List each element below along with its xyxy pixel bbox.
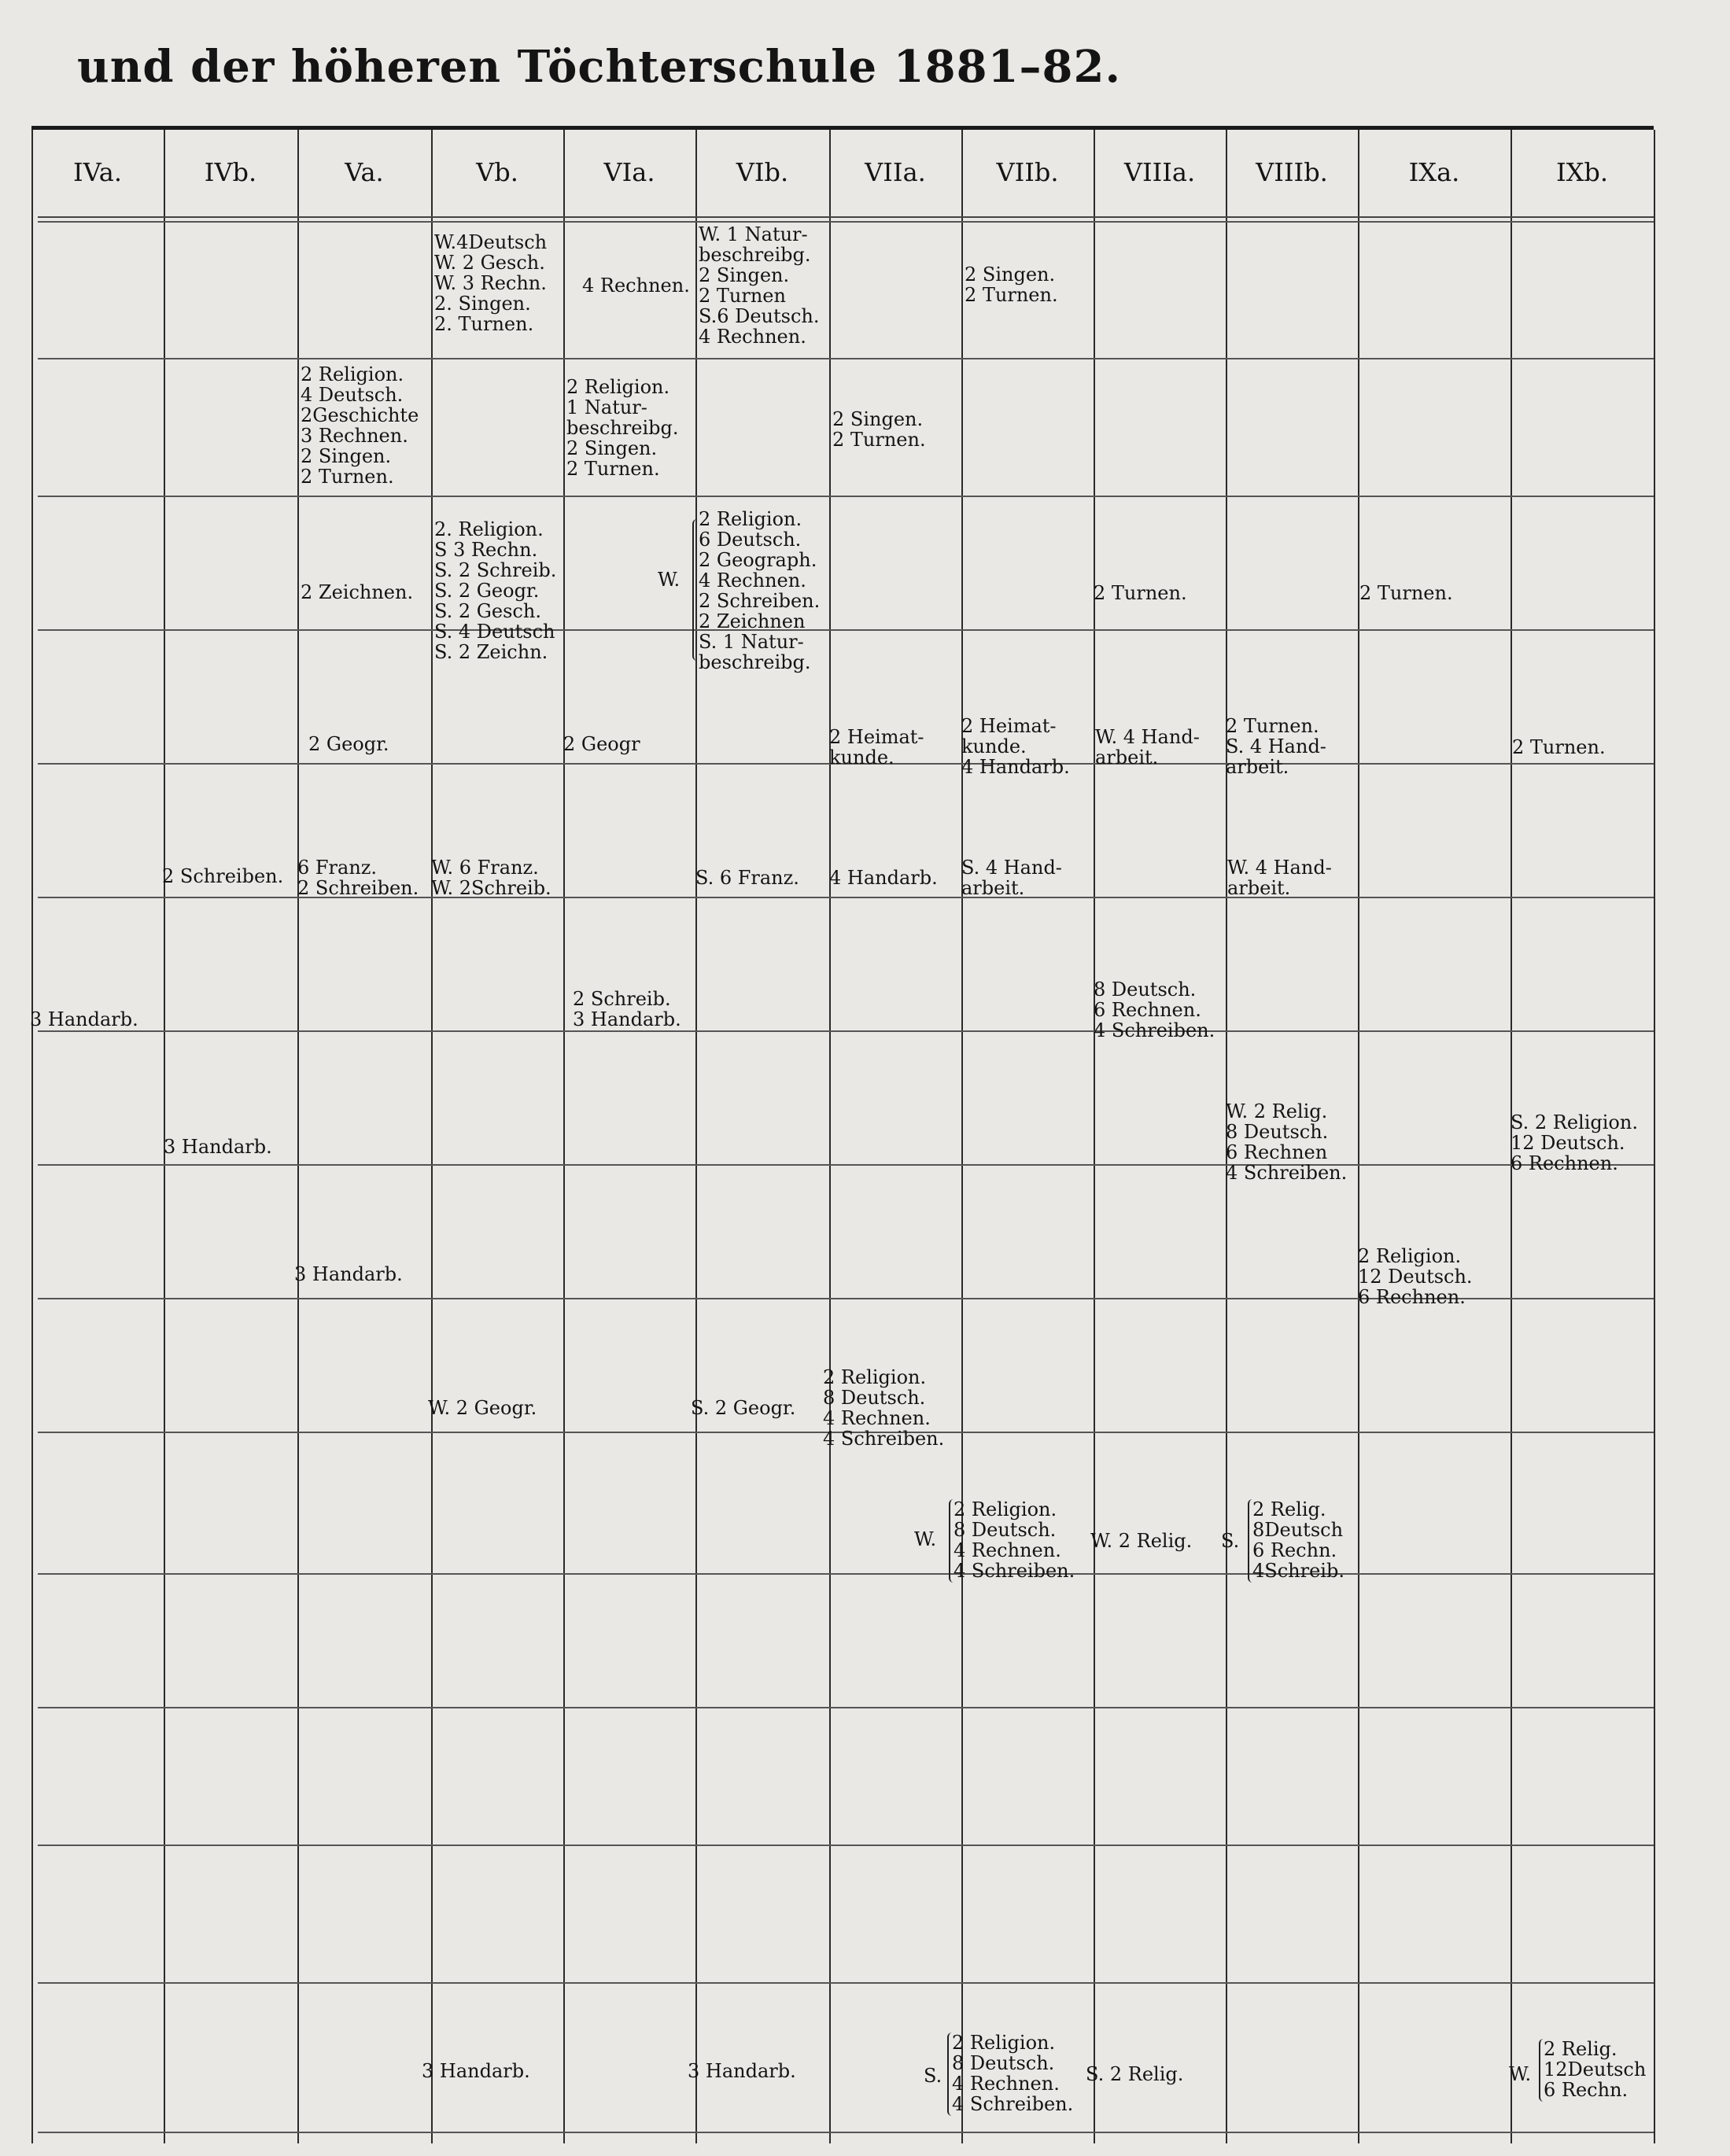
cell-line: 4 Schreiben. xyxy=(823,1428,945,1450)
cell-line: W. 2 Relig. xyxy=(1226,1100,1328,1122)
cell-line: 2 Religion. xyxy=(301,363,404,385)
cell-line: 12 Deutsch. xyxy=(1511,1132,1625,1154)
cell-r5-viia xyxy=(829,868,938,888)
cell-r10-viiib xyxy=(1252,1499,1345,1581)
cell-line: S. 4 Deutsch xyxy=(434,621,555,643)
cell-line: S. xyxy=(924,2065,942,2087)
cell-line: 4 Schreiben. xyxy=(1094,1019,1215,1041)
cell-line: 4 Rechnen. xyxy=(954,1539,1061,1561)
cell-r1-vb xyxy=(434,232,547,334)
cell-line: 4 Rechnen. xyxy=(699,569,806,592)
cell-line: 4 Schreiben. xyxy=(1226,1162,1348,1184)
cell-line: 4 Handarb. xyxy=(961,756,1070,778)
cell-r2-viia xyxy=(832,409,926,450)
cell-r3-vb xyxy=(434,519,556,662)
cell-line: 12Deutsch xyxy=(1544,2058,1647,2080)
cell-line: 4 Deutsch. xyxy=(301,384,404,406)
cell-r3-va xyxy=(301,582,413,603)
header-rule xyxy=(38,216,1654,223)
column-header: IXa. xyxy=(1408,157,1460,187)
cell-line: W. 2Schreib. xyxy=(431,877,551,899)
cell-r4-viiia xyxy=(1095,727,1200,768)
cell-line: beschreibg. xyxy=(566,417,679,439)
column-header: VIIb. xyxy=(996,157,1059,187)
row-divider xyxy=(38,629,1654,631)
cell-line: 2 Turnen. xyxy=(301,466,394,488)
cell-line: 2 Turnen. xyxy=(1512,736,1606,758)
cell-line: S. 4 Hand- xyxy=(961,857,1062,879)
cell-line: W. xyxy=(658,569,681,591)
cell-line: 6 Franz. xyxy=(297,857,378,879)
cell-r9-viia xyxy=(823,1367,944,1449)
row-divider xyxy=(38,1030,1654,1032)
cell-line: 2 Religion. xyxy=(823,1366,927,1388)
cell-line: W. xyxy=(914,1528,937,1550)
cell-line: 2 Schreib. xyxy=(573,988,671,1010)
cell-line: S. 2 Schreib. xyxy=(434,559,557,581)
cell-r9-vb xyxy=(428,1398,537,1418)
row-divider xyxy=(38,358,1654,359)
cell-line: 8 Deutsch. xyxy=(1226,1121,1329,1143)
cell-line: S. 4 Hand- xyxy=(1226,735,1326,757)
column-header: Vb. xyxy=(476,157,518,187)
cell-r5-viiib xyxy=(1227,857,1332,898)
cell-line: S. xyxy=(1221,1530,1240,1552)
cell-line: 2 Schreiben. xyxy=(162,865,284,887)
row-divider xyxy=(38,1573,1654,1575)
column-divider xyxy=(297,130,299,2143)
cell-line: 2 Singen. xyxy=(566,437,658,459)
cell-line: W.4Deutsch xyxy=(434,231,548,253)
cell-r8-va xyxy=(294,1264,403,1284)
cell-line: W. 2 Geogr. xyxy=(428,1397,537,1419)
cell-r2-via xyxy=(566,377,679,479)
top-rule xyxy=(31,126,1654,130)
cell-line: 6 Rechnen. xyxy=(1511,1152,1618,1174)
row-divider xyxy=(38,897,1654,898)
cell-line: 3 Handarb. xyxy=(688,2060,796,2082)
cell-r1-viib xyxy=(965,264,1058,305)
cell-r6-via xyxy=(573,989,681,1030)
column-divider xyxy=(1654,130,1655,2143)
cell-line: 3 Handarb. xyxy=(294,1263,403,1285)
cell-line: S. 2 Zeichn. xyxy=(434,641,548,663)
cell-r14-ixa-prefix xyxy=(1509,2064,1531,2084)
cell-line: 3 Rechnen. xyxy=(301,425,408,447)
cell-r10-viia-prefix xyxy=(914,1529,936,1550)
row-divider xyxy=(38,496,1654,497)
cell-line: 12 Deutsch. xyxy=(1358,1266,1473,1288)
cell-r4-ixb xyxy=(1512,737,1606,757)
cell-line: 4 Schreiben. xyxy=(952,2093,1074,2115)
cell-line: 3 Handarb. xyxy=(422,2060,530,2082)
cell-line: W. 4 Hand- xyxy=(1227,857,1332,879)
cell-line: 2 Turnen. xyxy=(1094,582,1187,604)
column-header: VIIIb. xyxy=(1256,157,1328,187)
cell-r6-iva xyxy=(30,1009,138,1030)
cell-line: 2 Religion. xyxy=(952,2032,1056,2054)
cell-line: 2 Relig. xyxy=(1252,1498,1326,1520)
cell-r10-viib xyxy=(954,1499,1075,1581)
brace-mark xyxy=(1248,1499,1252,1583)
cell-r14-vib xyxy=(688,2061,796,2081)
cell-r3-vib xyxy=(699,509,820,673)
cell-line: 2 Turnen. xyxy=(1359,582,1453,604)
cell-line: 2Geschichte xyxy=(301,404,419,426)
cell-line: 2 Turnen. xyxy=(566,458,660,480)
cell-line: S. 2 Geogr. xyxy=(434,580,540,602)
cell-line: 2 Turnen. xyxy=(1226,715,1319,737)
cell-line: W. 1 Natur- xyxy=(699,223,808,245)
cell-line: 2. Turnen. xyxy=(434,313,534,335)
cell-line: 3 Handarb. xyxy=(30,1008,138,1030)
cell-line: 2 Singen. xyxy=(301,445,392,467)
cell-r3-ixa xyxy=(1359,583,1453,603)
column-divider xyxy=(31,130,33,2143)
brace-mark xyxy=(692,519,697,661)
cell-r5-viib xyxy=(961,857,1062,898)
cell-line: 8 Deutsch. xyxy=(954,1519,1057,1541)
cell-line: 8 Deutsch. xyxy=(1094,978,1197,1001)
cell-r10-viiia xyxy=(1090,1531,1192,1551)
page-title: und der höheren Töchterschule 1881–82. xyxy=(77,41,1121,93)
cell-line: 3 Handarb. xyxy=(164,1136,272,1158)
cell-line: 4 Handarb. xyxy=(829,867,938,889)
cell-line: 6 Rechn. xyxy=(1252,1539,1337,1561)
column-header: VIb. xyxy=(736,157,789,187)
cell-line: S. 1 Natur- xyxy=(699,631,804,653)
cell-r4-via xyxy=(563,734,640,754)
cell-line: 6 Deutsch. xyxy=(699,529,802,551)
cell-line: S.6 Deutsch. xyxy=(699,305,820,327)
column-divider xyxy=(431,130,433,2143)
cell-r4-va xyxy=(308,734,389,754)
cell-line: arbeit. xyxy=(1226,756,1289,778)
cell-line: 2 Relig. xyxy=(1544,2038,1617,2060)
column-header: IXb. xyxy=(1555,157,1609,187)
cell-line: 4 Rechnen. xyxy=(823,1407,931,1429)
cell-r5-ivb xyxy=(162,866,283,886)
cell-r8-ixa xyxy=(1358,1246,1473,1307)
cell-line: W. 3 Rechn. xyxy=(434,272,547,294)
brace-mark xyxy=(1539,2039,1544,2102)
cell-line: 2 Zeichnen. xyxy=(301,581,414,603)
cell-r7-viiib xyxy=(1226,1101,1347,1183)
cell-line: 4Schreib. xyxy=(1252,1560,1345,1582)
cell-line: arbeit. xyxy=(1095,746,1159,768)
cell-r14-viia-prefix xyxy=(924,2066,942,2086)
cell-line: S. 6 Franz. xyxy=(695,867,799,889)
cell-r14-ixb xyxy=(1544,2039,1646,2100)
cell-line: 2 Heimat- xyxy=(961,715,1057,737)
row-divider xyxy=(38,1845,1654,1846)
cell-line: 2 Singen. xyxy=(699,264,790,286)
cell-line: 2 Religion. xyxy=(954,1498,1057,1520)
cell-r9-vib xyxy=(691,1398,795,1418)
column-header: IVa. xyxy=(72,157,123,187)
cell-line: 2 Schreiben. xyxy=(297,877,419,899)
column-divider xyxy=(829,130,831,2143)
cell-line: beschreibg. xyxy=(699,244,811,266)
cell-line: arbeit. xyxy=(1227,877,1291,899)
cell-line: 2 Religion. xyxy=(699,508,802,530)
cell-line: 2 Schreiben. xyxy=(699,590,821,612)
cell-r4-viia xyxy=(829,727,924,768)
cell-line: S. 2 Religion. xyxy=(1511,1111,1638,1133)
brace-mark xyxy=(947,2033,952,2116)
cell-line: kunde. xyxy=(961,735,1027,757)
cell-line: 2 Religion. xyxy=(566,376,670,398)
cell-r2-va xyxy=(301,364,419,487)
column-divider xyxy=(961,130,963,2143)
cell-r14-vb xyxy=(422,2061,530,2081)
cell-line: 6 Rechnen. xyxy=(1358,1286,1466,1308)
cell-line: S. 2 Geogr. xyxy=(691,1397,796,1419)
cell-r3-viiia xyxy=(1094,583,1187,603)
cell-line: W. 4 Hand- xyxy=(1095,726,1200,748)
column-header: VIIIa. xyxy=(1123,157,1196,187)
cell-line: 2 Geogr. xyxy=(308,733,389,755)
cell-line: 2. Religion. xyxy=(434,518,544,540)
cell-line: S. 2 Relig. xyxy=(1086,2063,1184,2085)
column-divider xyxy=(1358,130,1359,2143)
brace-mark xyxy=(949,1499,954,1583)
cell-line: arbeit. xyxy=(961,877,1025,899)
row-divider xyxy=(38,2132,1654,2133)
cell-line: 8Deutsch xyxy=(1252,1519,1344,1541)
row-divider xyxy=(38,1164,1654,1166)
cell-line: 6 Rechn. xyxy=(1544,2079,1629,2101)
column-divider xyxy=(563,130,565,2143)
column-header: VIa. xyxy=(603,157,655,187)
cell-r14-viib xyxy=(952,2033,1073,2114)
cell-line: 2 Turnen xyxy=(699,285,786,307)
cell-line: 2 Geograph. xyxy=(699,549,817,571)
column-header: Va. xyxy=(345,157,384,187)
cell-line: 4 Rechnen. xyxy=(582,275,690,297)
cell-line: 4 Rechnen. xyxy=(699,326,806,348)
row-divider xyxy=(38,1982,1654,1984)
cell-r1-via xyxy=(582,275,690,296)
cell-r7-ivb xyxy=(164,1137,272,1157)
cell-line: S 3 Rechn. xyxy=(434,539,538,561)
cell-line: beschreibg. xyxy=(699,651,811,673)
cell-line: kunde. xyxy=(829,746,895,768)
cell-r10-viiia-prefix xyxy=(1221,1531,1239,1551)
cell-line: 2 Turnen. xyxy=(965,284,1058,306)
cell-r14-viiia xyxy=(1086,2064,1183,2084)
cell-line: 2. Singen. xyxy=(434,293,531,315)
cell-line: 2 Singen. xyxy=(832,408,924,430)
cell-line: 8 Deutsch. xyxy=(952,2052,1055,2074)
cell-r5-vb xyxy=(431,857,551,898)
column-header: VIIa. xyxy=(865,157,926,187)
cell-line: 2 Zeichnen xyxy=(699,610,806,632)
cell-r5-va xyxy=(297,857,419,898)
cell-r5-vib xyxy=(695,868,799,888)
cell-line: 2 Religion. xyxy=(1358,1245,1462,1267)
cell-line: 2 Geogr xyxy=(563,733,640,755)
row-divider xyxy=(38,1707,1654,1708)
cell-r6-viiia xyxy=(1094,979,1215,1041)
cell-line: 6 Rechnen. xyxy=(1094,999,1201,1021)
cell-line: 3 Handarb. xyxy=(573,1008,681,1030)
cell-r4-viib xyxy=(961,716,1070,777)
cell-line: W. xyxy=(1509,2063,1532,2085)
column-divider xyxy=(695,130,697,2143)
cell-line: W. 2 Relig. xyxy=(1090,1530,1193,1552)
cell-line: W. 6 Franz. xyxy=(431,857,539,879)
cell-line: 8 Deutsch. xyxy=(823,1387,926,1409)
cell-line: 1 Natur- xyxy=(566,396,647,418)
column-divider xyxy=(1094,130,1095,2143)
cell-line: 2 Singen. xyxy=(965,264,1056,286)
cell-r3-vib-prefix xyxy=(658,569,680,590)
cell-line: 2 Heimat- xyxy=(829,726,924,748)
cell-line: S. 2 Gesch. xyxy=(434,600,541,622)
cell-line: 6 Rechnen xyxy=(1226,1141,1328,1163)
cell-line: 4 Rechnen. xyxy=(952,2073,1060,2095)
cell-r7-ixb xyxy=(1511,1112,1638,1174)
cell-line: W. 2 Gesch. xyxy=(434,252,545,274)
cell-line: 2 Turnen. xyxy=(832,429,926,451)
cell-r4-viiib xyxy=(1226,716,1326,777)
cell-r1-vib xyxy=(699,224,820,347)
column-header: IVb. xyxy=(204,157,257,187)
cell-line: 4 Schreiben. xyxy=(954,1560,1075,1582)
